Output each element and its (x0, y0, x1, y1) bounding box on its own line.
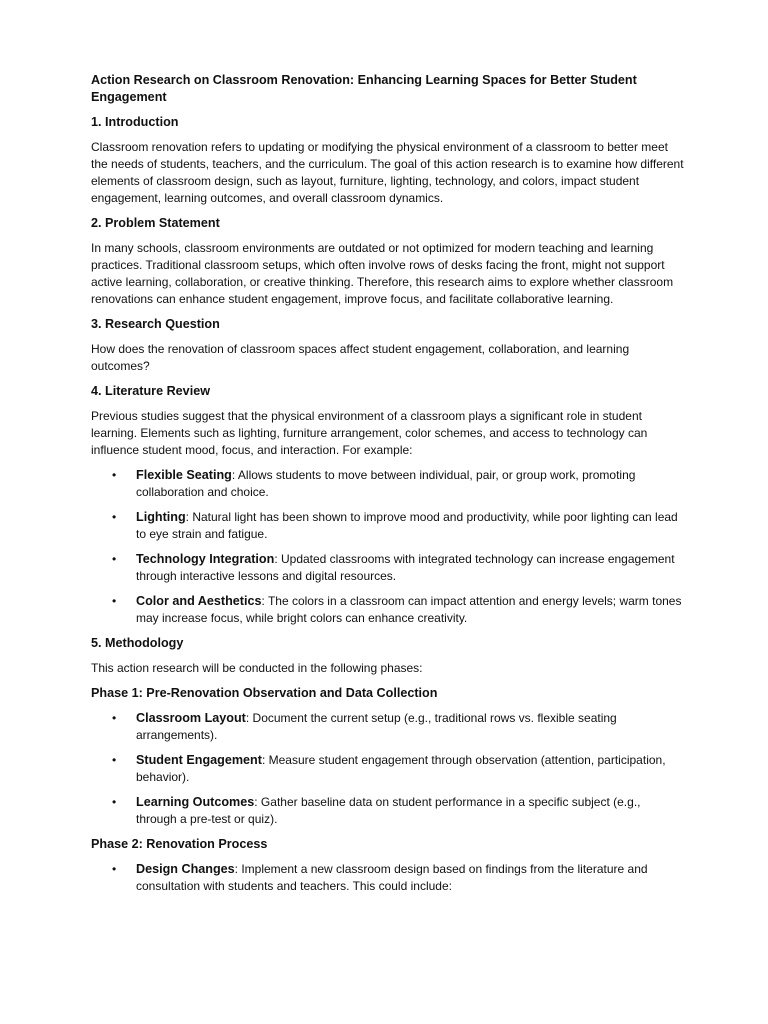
list-item-text: : Implement a new classroom design based on findings from the literature and consultation with students and teachers. This could include: (136, 862, 648, 893)
bullet-icon: • (112, 468, 117, 482)
list-item (112, 752, 684, 786)
list-item (112, 710, 684, 744)
list-item-text: : Natural light has been shown to improve mood and productivity, while poor lighting can lead to eye strain and fatigue. (136, 510, 678, 541)
list-item-term: Learning Outcomes (136, 795, 255, 809)
list-item-text: : Document the current setup (e.g., traditional rows vs. flexible seating arrangements). (136, 711, 617, 742)
methodology-paragraph: This action research will be conducted in the following phases: (91, 661, 423, 675)
list-item-term: Color and Aesthetics (136, 594, 262, 608)
bullet-icon: • (112, 594, 117, 608)
literature-review-paragraph: Previous studies suggest that the physical environment of a classroom plays a significant role in student learning. Elements such as lighting, furniture arrangement, color schemes, and access to technology can influence student mood, focus, and interaction. For example: (91, 409, 648, 457)
bullet-icon: • (112, 753, 117, 767)
list-item-term: Lighting (136, 510, 186, 524)
list-item-text: : Measure student engagement through observation (attention, participation, behavior). (136, 753, 666, 784)
phase-2-list (91, 861, 684, 895)
list-item (112, 509, 684, 543)
section-heading-literature-review: 4. Literature Review (91, 384, 210, 398)
list-item-term: Flexible Seating (136, 468, 232, 482)
list-item-term: Design Changes (136, 862, 235, 876)
phase-2-heading: Phase 2: Renovation Process (91, 837, 268, 851)
list-item (112, 593, 684, 627)
list-item-text: : The colors in a classroom can impact attention and energy levels; warm tones may increase focus, while bright colors can enhance creativity. (136, 594, 682, 625)
bullet-icon: • (112, 795, 117, 809)
research-question-paragraph: How does the renovation of classroom spaces affect student engagement, collaboration, and learning outcomes? (91, 342, 630, 373)
list-item (112, 467, 684, 501)
list-item-term: Classroom Layout (136, 711, 246, 725)
section-heading-problem-statement: 2. Problem Statement (91, 216, 220, 230)
bullet-icon: • (112, 711, 117, 725)
bullet-icon: • (112, 862, 117, 876)
list-item-text: : Gather baseline data on student performance in a specific subject (e.g., through a pre-test or quiz). (136, 795, 641, 826)
bullet-icon: • (112, 552, 117, 566)
list-item (112, 551, 684, 585)
introduction-paragraph: Classroom renovation refers to updating or modifying the physical environment of a classroom to better meet the needs of students, teachers, and the curriculum. The goal of this action research is to examine how different elements of classroom design, such as layout, furniture, lighting, technology, and colors, impact student engagement, learning outcomes, and overall classroom dynamics. (91, 140, 684, 205)
document-title: Action Research on Classroom Renovation: Enhancing Learning Spaces for Better Student Engagement (91, 73, 637, 104)
phase-1-list (91, 710, 684, 828)
section-heading-research-question: 3. Research Question (91, 317, 220, 331)
section-heading-methodology: 5. Methodology (91, 636, 184, 650)
phase-1-heading: Phase 1: Pre-Renovation Observation and Data Collection (91, 686, 438, 700)
problem-statement-paragraph: In many schools, classroom environments are outdated or not optimized for modern teaching and learning practices. Traditional classroom setups, which often involve rows of desks facing the front, might not support active learning, collaboration, or creative thinking. Therefore, this research aims to explore whether classroom renovations can enhance student engagement, improve focus, and facilitate collaborative learning. (91, 241, 674, 306)
section-heading-introduction: 1. Introduction (91, 115, 179, 129)
list-item (112, 794, 684, 828)
list-item-term: Student Engagement (136, 753, 262, 767)
list-item-text: : Updated classrooms with integrated technology can increase engagement through interactive lessons and digital resources. (136, 552, 675, 583)
literature-review-list (91, 467, 684, 627)
list-item-term: Technology Integration (136, 552, 275, 566)
bullet-icon: • (112, 510, 117, 524)
list-item-text: : Allows students to move between individual, pair, or group work, promoting collaboration and choice. (136, 468, 636, 499)
list-item (112, 861, 684, 895)
